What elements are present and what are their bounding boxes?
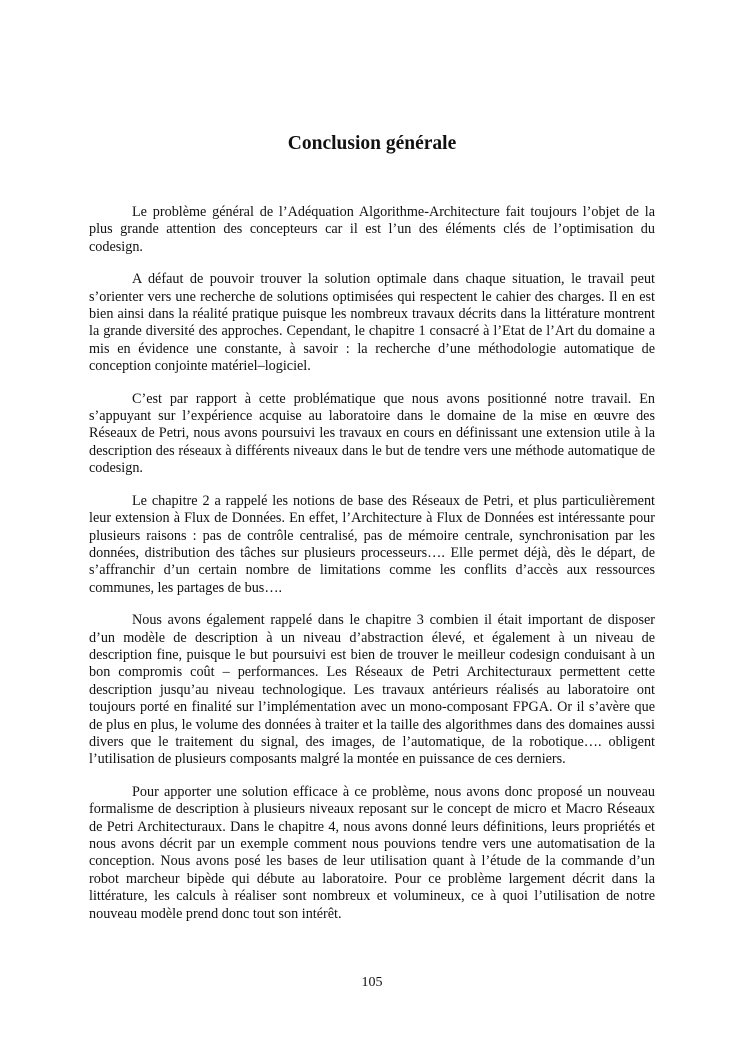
page-number: 105 [361, 975, 383, 990]
document-body [89, 204, 655, 938]
page-title: Conclusion générale [287, 133, 457, 154]
paragraph-6: Pour apporter une solution efficace à ce problème, nous avons donc proposé un nouveau formalisme de description à plusieurs niveaux reposant sur le concept de micro et Macro Réseaux de Petri Architecturaux. Dans le chapitre 4, nous avons donné leurs définitions, leurs propriétés et nous avons décrit par un exemple comment nous pouvions tendre vers une automatisation de la conception. Nous avons posé les bases de leur utilisation quant à l’étude de la commande d’un robot marcheur bipède qui débute au laboratoire. Pour ce problème largement décrit dans la littérature, les calculs à réaliser sont nombreux et volumineux, ce à quoi l’utilisation de notre nouveau modèle prend donc tout son intérêt. [89, 783, 655, 922]
paragraph-2: A défaut de pouvoir trouver la solution optimale dans chaque situation, le travail peut s’orienter vers une recherche de solutions optimisées qui respectent le cahier des charges. Il en est bien ainsi dans la réalité pratique puisque les nombreux travaux décrits dans la littérature montrent la grande diversité des approches. Cependant, le chapitre 1 consacré à l’Etat de l’Art du domaine a mis en évidence une constante, à savoir : la recherche d’une méthodologie automatique de conception conjointe matériel–logiciel. [89, 271, 655, 375]
paragraph-5: Nous avons également rappelé dans le chapitre 3 combien il était important de disposer d’un modèle de description à un niveau d’abstraction élevé, et également à un niveau de description fine, puisque le but poursuivi est bien de trouver le meilleur codesign conduisant à un bon compromis coût – performances. Les Réseaux de Petri Architecturaux permettent cette description jusqu’au niveau technologique. Les travaux antérieurs réalisés au laboratoire ont toujours porté en finalité sur l’implémentation avec un mono-composant FPGA. Or il s’avère que de plus en plus, le volume des données à traiter et la taille des algorithmes dans des domaines aussi divers que le traitement du signal, des images, de l’automatique, de la robotique…. obligent l’utilisation de plusieurs composants malgré la montée en puissance de ces derniers. [89, 612, 655, 768]
paragraph-3: C’est par rapport à cette problématique que nous avons positionné notre travail. En s’appuyant sur l’expérience acquise au laboratoire dans le domaine de la mise en œuvre des Réseaux de Petri, nous avons poursuivi les travaux en cours en définissant une extension utile à la description des réseaux à différents niveaux dans le but de tendre vers une méthode automatique de codesign. [89, 390, 655, 477]
paragraph-1: Le problème général de l’Adéquation Algorithme-Architecture fait toujours l’objet de la plus grande attention des concepteurs car il est l’un des éléments clés de l’optimisation du codesign. [89, 204, 655, 255]
paragraph-4: Le chapitre 2 a rappelé les notions de base des Réseaux de Petri, et plus particulièrement leur extension à Flux de Données. En effet, l’Architecture à Flux de Données est intéressante pour plusieurs raisons : pas de contrôle centralisé, pas de mémoire centrale, synchronisation par les données, distribution des tâches sur plusieurs processeurs…. Elle permet déjà, dès le départ, de s’affranchir d’un certain nombre de limitations comme les conflits d’accès aux ressources communes, les partages de bus…. [89, 492, 655, 596]
